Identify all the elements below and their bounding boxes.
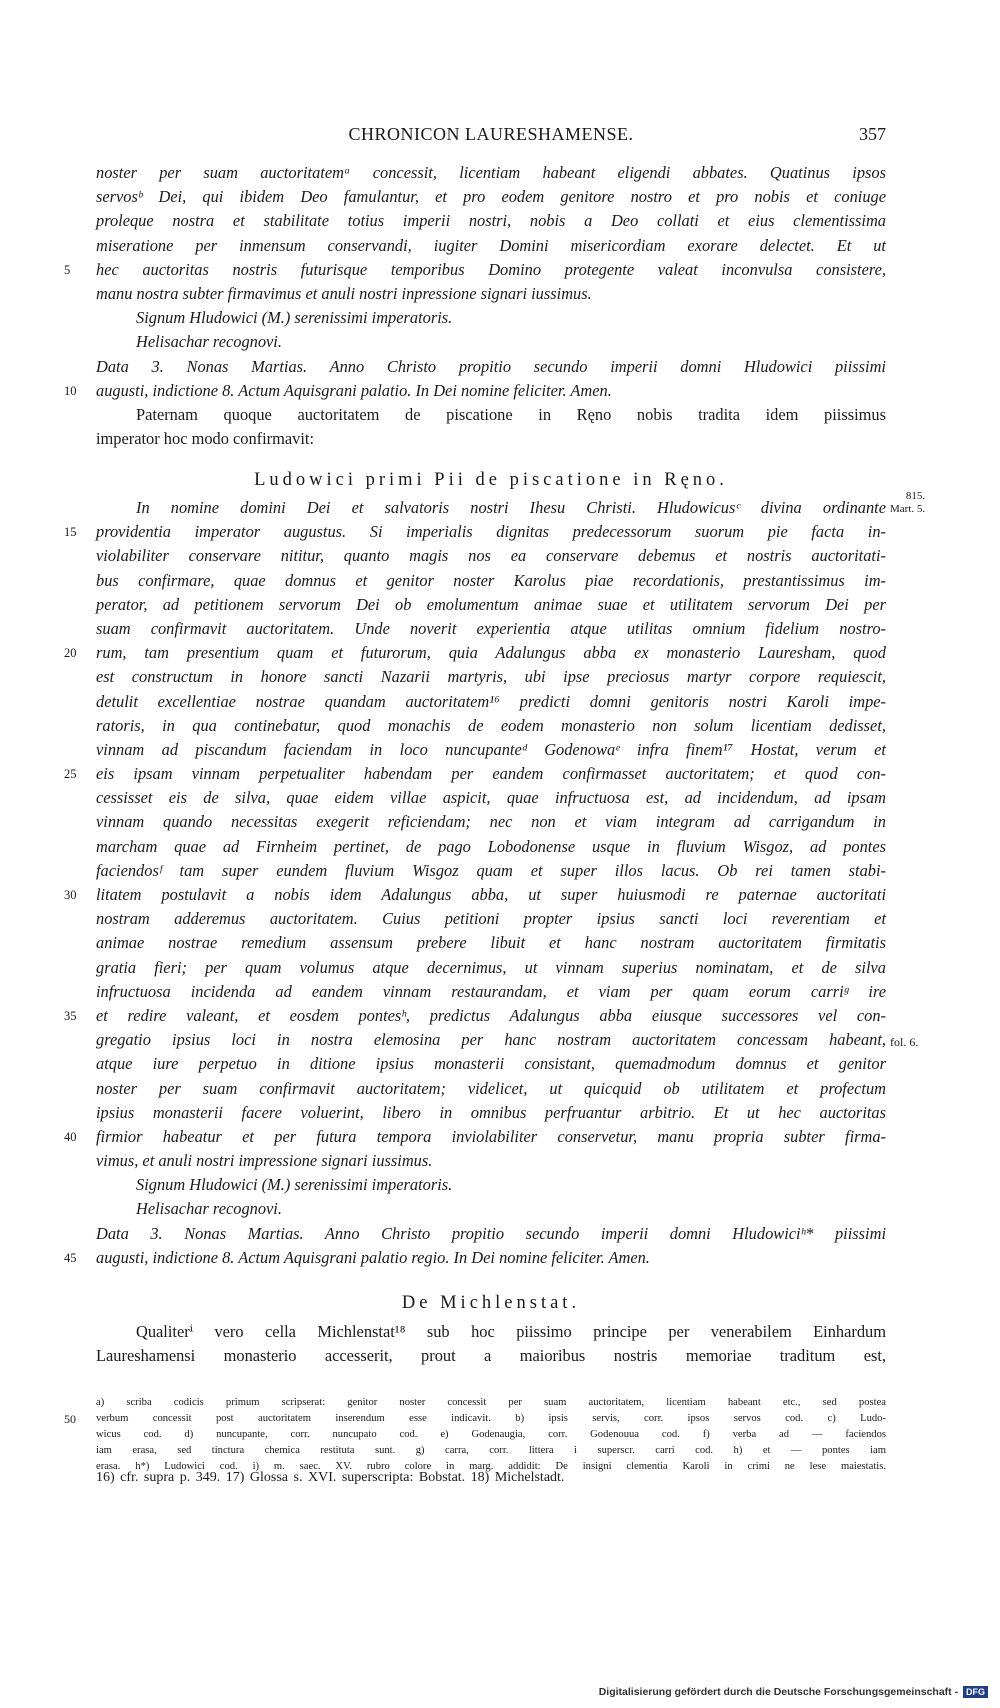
line-text: ratoris, in qua continebatur, quod monachis de eodem monasterio non solum licentiam dedisset, — [96, 715, 886, 735]
line-text: est constructum in honore sancti Nazarii martyris, ubi ipse preciosus martyr corpore requiescit, — [96, 667, 886, 687]
line-text: a) scriba codicis primum scripserat: genitor noster concessit per suam auctoritatem, licentiam habeant etc., sed postea — [96, 1397, 886, 1408]
line-text: manu nostra subter firmavimus et anuli nostri inpressione signari iussimus. — [96, 283, 592, 303]
text-line — [96, 403, 886, 427]
text-line — [96, 1028, 886, 1052]
line-text: Qualiterⁱ vero cella Michlenstat¹⁸ sub hoc piissimo principe per venerabilem Einhardum — [136, 1322, 886, 1341]
line-number: 40 — [64, 1129, 77, 1144]
text-line — [96, 1149, 886, 1173]
line-text: gregatio ipsius loci in nostra elemosina per hanc nostram auctoritatem concessam habeant, — [96, 1030, 886, 1050]
margin-folio-note: fol. 6. — [890, 1035, 919, 1049]
paragraph-michlenstat — [96, 1320, 886, 1368]
line-text: detulit excellentiae nostrae quandam auctoritatem¹⁶ predicti domni genitoris nostri Karoli impe- — [96, 691, 886, 711]
line-text: imperator hoc modo confirmavit: — [96, 429, 315, 449]
line-text: firmior habeatur et per futura tempora inviolabiliter conservetur, manu propria subter firma- — [96, 1126, 886, 1146]
line-text: eis ipsam vinnam perpetualiter habendam per eandem confirmasset auctoritatem; et quod con- — [96, 764, 886, 784]
line-text: servosᵇ Dei, qui ibidem Deo famulantur, et pro eodem genitore nostro et pro nobis et coniuge — [96, 187, 886, 207]
margin-date-note: 815. Mart. 5. — [890, 490, 926, 515]
line-number: 45 — [64, 1250, 77, 1265]
line-text: Laureshamensi monasterio accesserit, prout a maioribus nostris memoriae traditum est, — [96, 1346, 886, 1366]
line-text: Signum Hludowici (M.) serenissimi imperatoris. — [136, 308, 453, 328]
line-text: Paternam quoque auctoritatem de piscatione in Ręno nobis tradita idem piissimus — [136, 405, 886, 424]
line-text: marcham quae ad Firnheim pertinet, de pago Lobodonense usque in fluvium Wisgoz, ad pontes — [96, 836, 886, 856]
paragraph-transition — [96, 403, 886, 451]
footnote-line — [96, 1427, 886, 1443]
line-text: suam confirmavit auctoritatem. Unde noverit experientia atque utilitas omnium fidelium nostro- — [96, 618, 886, 638]
line-text: vinnam ad piscandum faciendam in loco nuncupanteᵈ Godenowaᵉ infra finem¹⁷ Hostat, verum et — [96, 739, 886, 759]
historical-notes: 16) cfr. supra p. 349. 17) Glossa s. XVI. superscripta: Bobstat. 18) Michelstadt. — [96, 1470, 565, 1485]
text-line — [96, 209, 886, 233]
line-text: vinnam quando necessitas exegerit reficiendam; nec non et viam integram ad carrigandum in — [96, 812, 886, 832]
page-number: 357 — [859, 124, 886, 144]
text-line — [96, 980, 886, 1004]
text-line — [64, 258, 886, 282]
line-number: 15 — [64, 525, 77, 540]
line-text: Signum Hludowici (M.) serenissimi imperatoris. — [136, 1175, 453, 1195]
text-line — [96, 1320, 886, 1344]
text-line — [64, 1125, 886, 1149]
text-line — [96, 1173, 886, 1197]
text-line — [96, 306, 886, 330]
text-line — [96, 1344, 886, 1368]
text-line — [96, 544, 886, 568]
text-line — [96, 931, 886, 955]
text-line — [96, 956, 886, 980]
line-text: augusti, indictione 8. Actum Aquisgrani palatio regio. In Dei nomine feliciter. Amen. — [96, 1247, 650, 1267]
line-text: atque iure perpetuo in ditione ipsius monasterii consistant, quemadmodum domnus et genitor — [96, 1054, 886, 1074]
line-text: animae nostrae remedium assensum prebere libuit et hanc nostram auctoritatem firmitatis — [96, 933, 886, 953]
line-text: noster per suam confirmavit auctoritatem; videlicet, ut quicquid ob utilitatem et profectum — [96, 1078, 886, 1098]
line-text: rum, tam presentium quam et futurorum, quia Adalungus abba ex monasterio Lauresham, quod — [96, 643, 886, 663]
line-text: Data 3. Nonas Martias. Anno Christo propitio secundo imperii domni Hludowiciʰ* piissimi — [96, 1223, 886, 1243]
text-line — [64, 883, 886, 907]
line-text: proleque nostra et stabilitate totius imperii nostri, nobis a Deo collati et eius clementissima — [96, 211, 886, 231]
line-text: faciendosᶠ tam super eundem fluvium Wisgoz quam et super illos lacus. Ob rei tamen stabi- — [96, 860, 886, 880]
footnote-line — [64, 1411, 886, 1427]
line-number: 10 — [64, 383, 77, 398]
line-number: 50 — [64, 1412, 76, 1426]
text-line — [96, 907, 886, 931]
line-text: iam erasa, sed tinctura chemica restituta sunt. g) carra, corr. littera i superscr. carri cod. h) et — pontes iam — [96, 1445, 886, 1456]
text-line — [64, 1246, 886, 1270]
line-text: infructuosa incidenda ad eandem vinnam restaurandam, et viam per quam eorum carriᵍ ire — [96, 981, 886, 1001]
line-text: providentia imperator augustus. Si imperialis dignitas predecessorum suorum pie facta in- — [96, 522, 886, 542]
text-line — [64, 1004, 886, 1028]
running-head — [96, 124, 886, 148]
line-text: ipsius monasterii facere voluerint, libero in omnibus perfruantur arbitrio. Et ut hec auctoritas — [96, 1102, 886, 1122]
text-line — [96, 738, 886, 762]
text-line — [96, 355, 886, 379]
line-text: bus confirmare, quae domnus et genitor noster Karolus piae recordationis, prestantissimus im- — [96, 570, 886, 590]
text-line — [96, 427, 886, 451]
line-text: erasa. h*) Ludowici cod. i) m. saec. XV. rubro colore in marg. addidit: De insigni clementia Karoli in crimi ne lese maiestatis. — [96, 1461, 886, 1472]
line-number: 35 — [64, 1008, 77, 1023]
line-text: noster per suam auctoritatemᵃ concessit, licentiam habeant eligendi abbates. Quatinus ipsos — [96, 163, 886, 182]
line-text: perator, ad petitionem servorum Dei ob emolumentum animae suae et utilitatem servorum Dei per — [96, 594, 886, 614]
text-line — [96, 665, 886, 689]
text-line — [96, 1077, 886, 1101]
line-number: 20 — [64, 646, 77, 661]
line-text: wicus cod. d) nuncupante, corr. nuncupato cod. e) Godenaugia, corr. Godenouua cod. f) verba ad — faciendos — [96, 1429, 886, 1440]
text-line — [96, 593, 886, 617]
text-line — [96, 810, 886, 834]
text-line — [96, 496, 886, 520]
text-line — [96, 859, 886, 883]
line-text: litatem postulavit a nobis idem Adalungus abba, ut super huiusmodi re paternae auctoritati — [96, 885, 886, 904]
text-line — [64, 520, 886, 544]
line-number: 30 — [64, 888, 77, 902]
dfg-logo: DFG — [963, 1686, 988, 1698]
text-line — [96, 786, 886, 810]
footnote-line — [96, 1443, 886, 1459]
running-title: CHRONICON LAURESHAMENSE. — [348, 124, 634, 144]
line-text: Helisachar recognovi. — [136, 332, 282, 352]
dfg-credit — [599, 1686, 988, 1698]
charter-text-1 — [64, 161, 886, 403]
text-line — [96, 1197, 886, 1221]
line-text: gratia fieri; per quam volumus atque decernimus, ut vinnam superius nominatam, et de silva — [96, 957, 886, 977]
line-text: cessisset eis de silva, quae eidem villae aspicit, quae infructuosa est, ad incidendum, ad ipsam — [96, 788, 886, 808]
text-line — [96, 1101, 886, 1125]
text-line — [96, 1222, 886, 1246]
line-text: Helisachar recognovi. — [136, 1199, 282, 1219]
line-number: 5 — [64, 262, 71, 277]
text-line — [96, 185, 886, 209]
line-text: In nomine domini Dei et salvatoris nostri Ihesu Christi. Hludowicusᶜ divina ordinante — [136, 498, 886, 517]
text-line — [64, 762, 886, 786]
line-number: 25 — [64, 767, 77, 782]
line-text: augusti, indictione 8. Actum Aquisgrani palatio. In Dei nomine feliciter. Amen. — [96, 380, 612, 400]
text-line — [64, 379, 886, 403]
text-line — [96, 161, 886, 185]
line-text: Data 3. Nonas Martias. Anno Christo propitio secundo imperii domni Hludowici piissimi — [96, 356, 886, 376]
text-line — [96, 617, 886, 641]
charter-text-2 — [64, 496, 886, 1270]
text-line — [96, 690, 886, 714]
line-text: nostram adderemus auctoritatem. Cuius petitioni propter ipsius sancti loci reverentiam et — [96, 909, 886, 929]
line-text: miseratione per inmensum conservandi, iugiter Domini misericordiam exorare delectet. Et ut — [96, 235, 886, 255]
text-line — [96, 234, 886, 258]
line-text: et redire valeant, et eosdem pontesʰ, predictus Adalungus abba eiusque successores vel con- — [96, 1005, 886, 1025]
line-text: hec auctoritas nostris futurisque temporibus Domino protegente valeat inconvulsa consistere, — [96, 259, 886, 279]
footnote-line — [96, 1395, 886, 1411]
text-line — [96, 282, 886, 306]
text-line — [64, 641, 886, 665]
critical-apparatus — [64, 1395, 886, 1475]
section-heading-piscatione: Ludowici primi Pii de piscatione in Ręno. — [254, 470, 728, 490]
line-text: vimus, et anuli nostri impressione signari iussimus. — [96, 1151, 433, 1171]
text-line — [96, 330, 886, 354]
text-line — [96, 714, 886, 738]
line-text: violabiliter conservare nititur, quanto magis nos ea conservare debemus et nostris auctoritati- — [96, 546, 886, 566]
text-line — [96, 1052, 886, 1076]
text-line — [96, 835, 886, 859]
text-line — [96, 569, 886, 593]
line-text: verbum concessit post auctoritatem inserendum esse indicavit. b) ipsis servis, corr. ipsos servos cod. c) Ludo- — [96, 1413, 886, 1424]
dfg-credit-text: Digitalisierung gefördert durch die Deutsche Forschungsgemeinschaft - — [598, 1686, 959, 1698]
section-heading-michlenstat: De Michlenstat. — [401, 1293, 581, 1313]
